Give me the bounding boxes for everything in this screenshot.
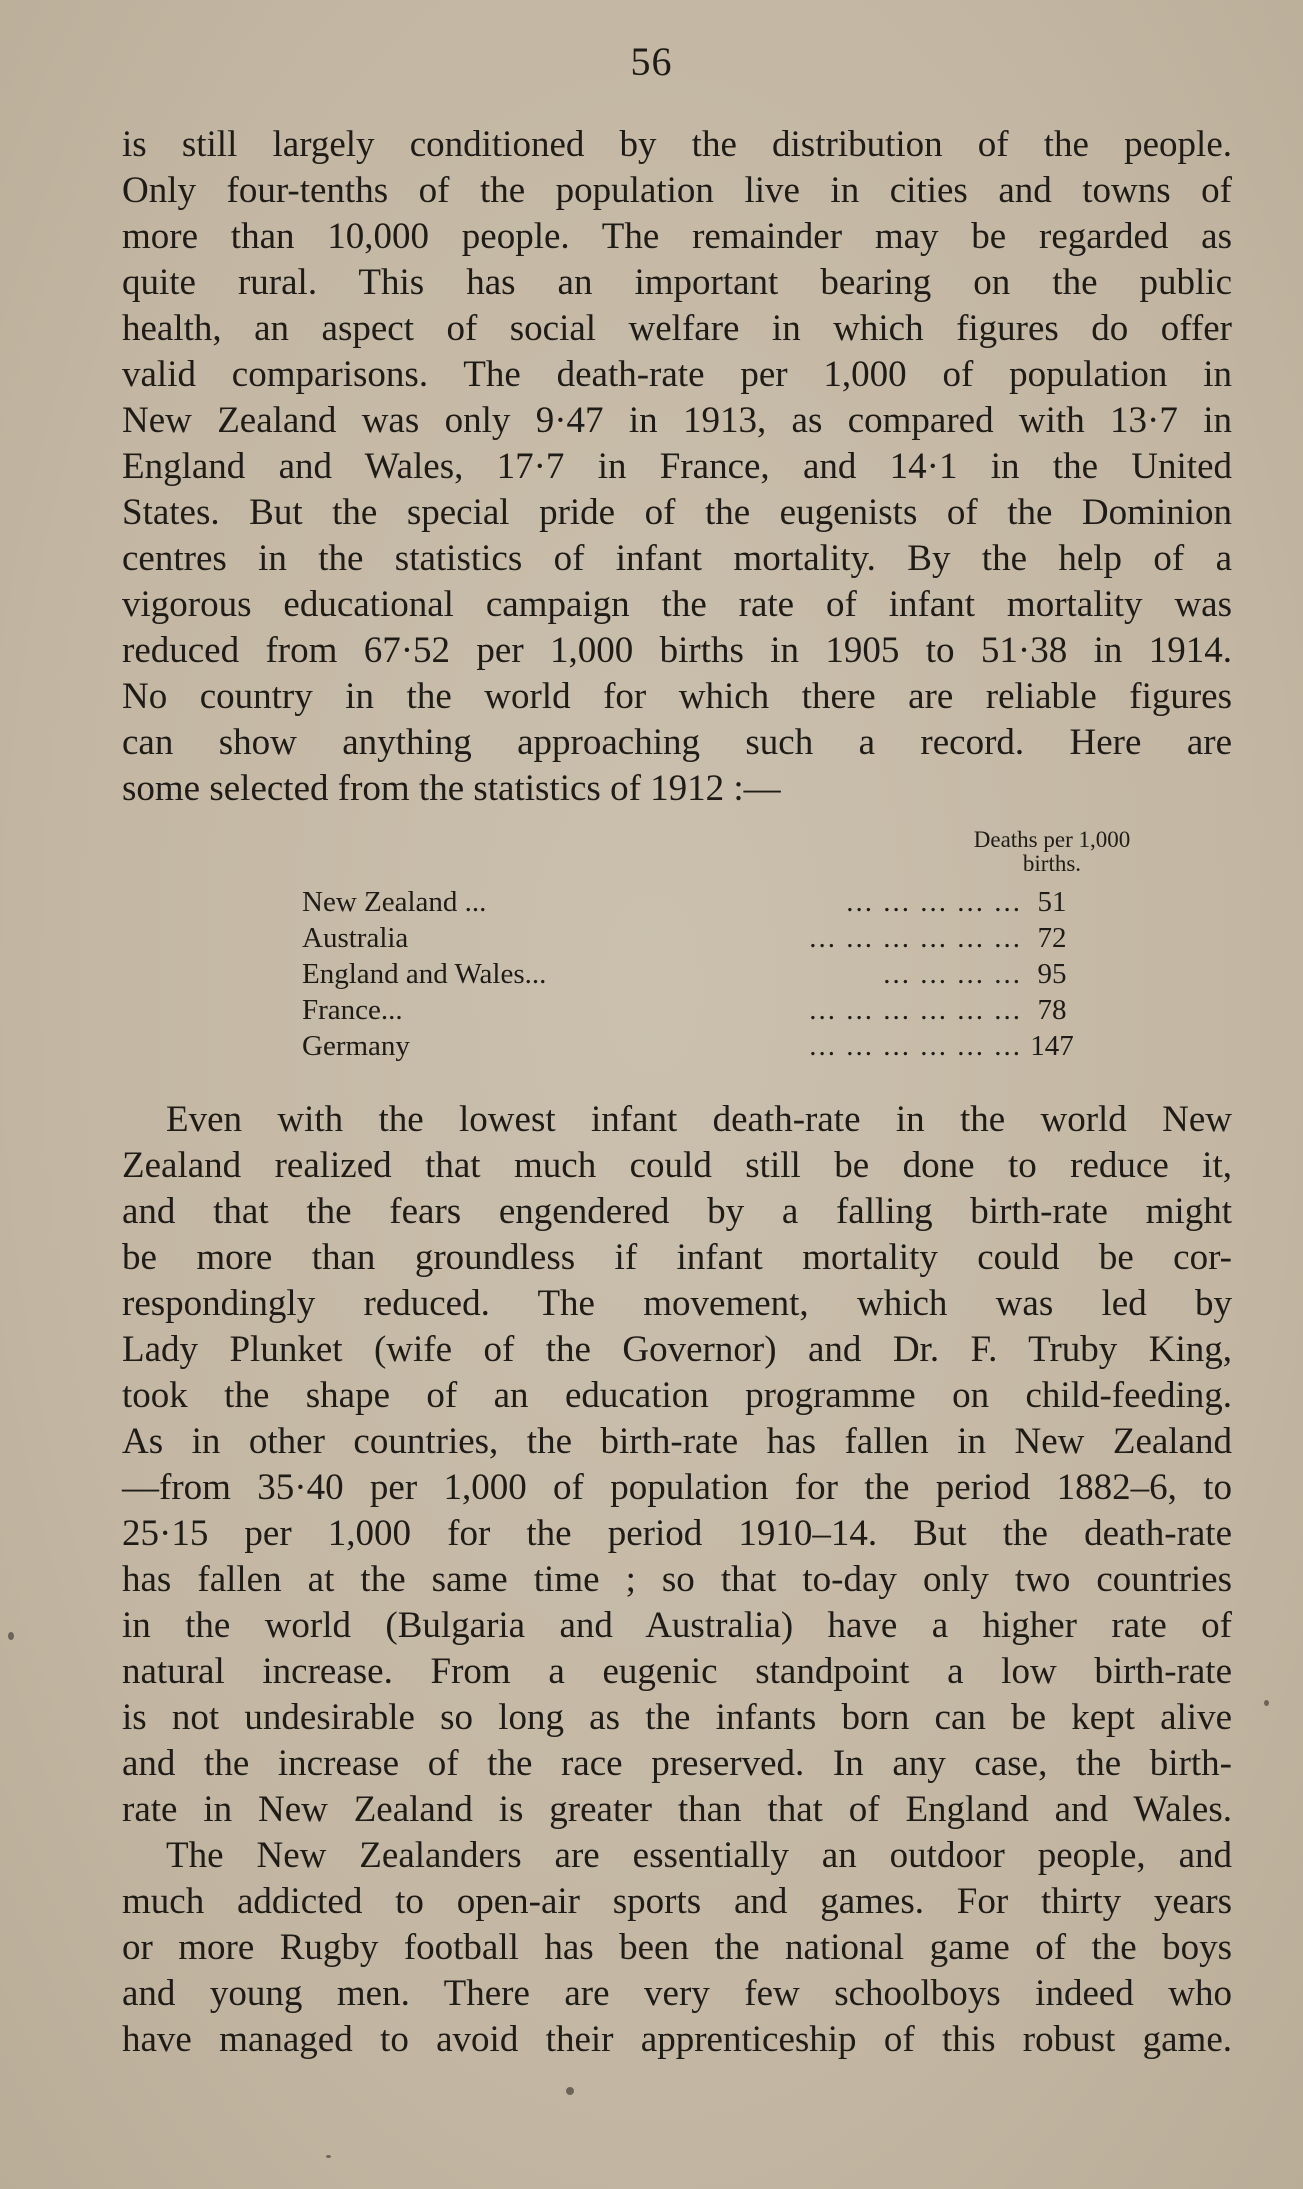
paragraph-2-line: has fallen at the same time ; so that to-day only two countries <box>122 1559 1232 1600</box>
row-country: Germany <box>302 1030 410 1062</box>
paragraph-1-line: England and Wales, 17·7 in France, and 14·1 in the United <box>122 446 1232 487</box>
paper-speck <box>1264 1700 1269 1706</box>
table-rows <box>302 884 1122 1064</box>
paragraph-3-line: much addicted to open-air sports and games. For thirty years <box>122 1881 1232 1922</box>
paragraph-1-line: valid comparisons. The death-rate per 1,000 of population in <box>122 354 1232 395</box>
row-country: France... <box>302 994 403 1026</box>
paragraph-3-line: The New Zealanders are essentially an outdoor people, and <box>166 1835 1232 1876</box>
paragraph-2-line: Lady Plunket (wife of the Governor) and Dr. F. Truby King, <box>122 1329 1232 1370</box>
paragraph-2-line: and that the fears engendered by a falling birth-rate might <box>122 1191 1232 1232</box>
paragraph-1 <box>122 122 1232 812</box>
paragraph-3-line: and young men. There are very few schoolboys indeed who <box>122 1973 1232 2014</box>
row-value: 78 <box>1037 994 1067 1026</box>
table-row <box>302 920 1122 956</box>
paragraph-2-line: As in other countries, the birth-rate has fallen in New Zealand <box>122 1421 1232 1462</box>
row-leader-dots: ... ... ... ... ... ... <box>809 994 1022 1026</box>
paper-speck <box>326 2155 331 2158</box>
table-row <box>302 992 1122 1028</box>
paragraph-2-line: in the world (Bulgaria and Australia) have a higher rate of <box>122 1605 1232 1646</box>
paragraph-1-line: States. But the special pride of the eugenists of the Dominion <box>122 492 1232 533</box>
table-header-line: Deaths per 1,000 <box>973 827 1131 852</box>
paragraph-2-line: respondingly reduced. The movement, which was led by <box>122 1283 1232 1324</box>
table-row <box>302 956 1122 992</box>
paragraph-1-line: Only four-tenths of the population live in cities and towns of <box>122 170 1232 211</box>
paragraph-2-line: Even with the lowest infant death-rate in the world New <box>166 1099 1232 1140</box>
paragraph-1-line: reduced from 67·52 per 1,000 births in 1905 to 51·38 in 1914. <box>122 630 1232 671</box>
paragraph-2 <box>122 1097 1232 2063</box>
paragraph-2-line: 25·15 per 1,000 for the period 1910–14. But the death-rate <box>122 1513 1232 1554</box>
row-leader-dots: ... ... ... ... <box>883 958 1022 990</box>
paragraph-3-line: or more Rugby football has been the national game of the boys <box>122 1927 1232 1968</box>
table-row <box>302 884 1122 920</box>
paragraph-2-line: Zealand realized that much could still be done to reduce it, <box>122 1145 1232 1186</box>
paragraph-1-line: No country in the world for which there are reliable figures <box>122 676 1232 717</box>
row-leader-dots: ... ... ... ... ... ... <box>809 922 1022 954</box>
paragraph-1-line: can show anything approaching such a record. Here are <box>122 722 1232 763</box>
paper-speck <box>566 2087 574 2095</box>
paragraph-2-line: is not undesirable so long as the infants born can be kept alive <box>122 1697 1232 1738</box>
row-country: Australia <box>302 922 409 954</box>
paragraph-1-line: more than 10,000 people. The remainder may be regarded as <box>122 216 1232 257</box>
row-value: 51 <box>1037 886 1067 918</box>
row-value: 147 <box>1030 1030 1074 1062</box>
paragraph-2-line: —from 35·40 per 1,000 of population for the period 1882–6, to <box>122 1467 1232 1508</box>
paragraph-2-line: and the increase of the race preserved. In any case, the birth- <box>122 1743 1232 1784</box>
row-value: 72 <box>1037 922 1067 954</box>
paragraph-1-line: health, an aspect of social welfare in which figures do offer <box>122 308 1232 349</box>
paragraph-1-line: New Zealand was only 9·47 in 1913, as compared with 13·7 in <box>122 400 1232 441</box>
row-value: 95 <box>1037 958 1067 990</box>
paragraph-1-line: quite rural. This has an important bearing on the public <box>122 262 1232 303</box>
paragraph-1-line: centres in the statistics of infant mortality. By the help of a <box>122 538 1232 579</box>
row-country: England and Wales... <box>302 958 547 990</box>
paragraph-1-line: vigorous educational campaign the rate of infant mortality was <box>122 584 1232 625</box>
row-country: New Zealand ... <box>302 886 487 918</box>
table-header <box>952 828 1152 876</box>
paragraph-2-line: natural increase. From a eugenic standpoint a low birth-rate <box>122 1651 1232 1692</box>
page-number: 56 <box>630 39 673 84</box>
table-header-line: births. <box>1022 851 1082 876</box>
row-leader-dots: ... ... ... ... ... ... <box>809 1030 1022 1062</box>
row-leader-dots: ... ... ... ... ... <box>846 886 1022 918</box>
table-row <box>302 1028 1122 1064</box>
paragraph-1-line: is still largely conditioned by the distribution of the people. <box>122 124 1232 165</box>
paragraph-1-line: some selected from the statistics of 1912 :— <box>122 768 781 809</box>
paragraph-3-line: have managed to avoid their apprenticeship of this robust game. <box>122 2019 1232 2060</box>
paragraph-2-line: rate in New Zealand is greater than that of England and Wales. <box>122 1789 1232 1830</box>
paper-speck <box>8 1632 14 1640</box>
paragraph-2-line: be more than groundless if infant mortality could be cor- <box>122 1237 1232 1278</box>
paragraph-2-line: took the shape of an education programme on child-feeding. <box>122 1375 1232 1416</box>
